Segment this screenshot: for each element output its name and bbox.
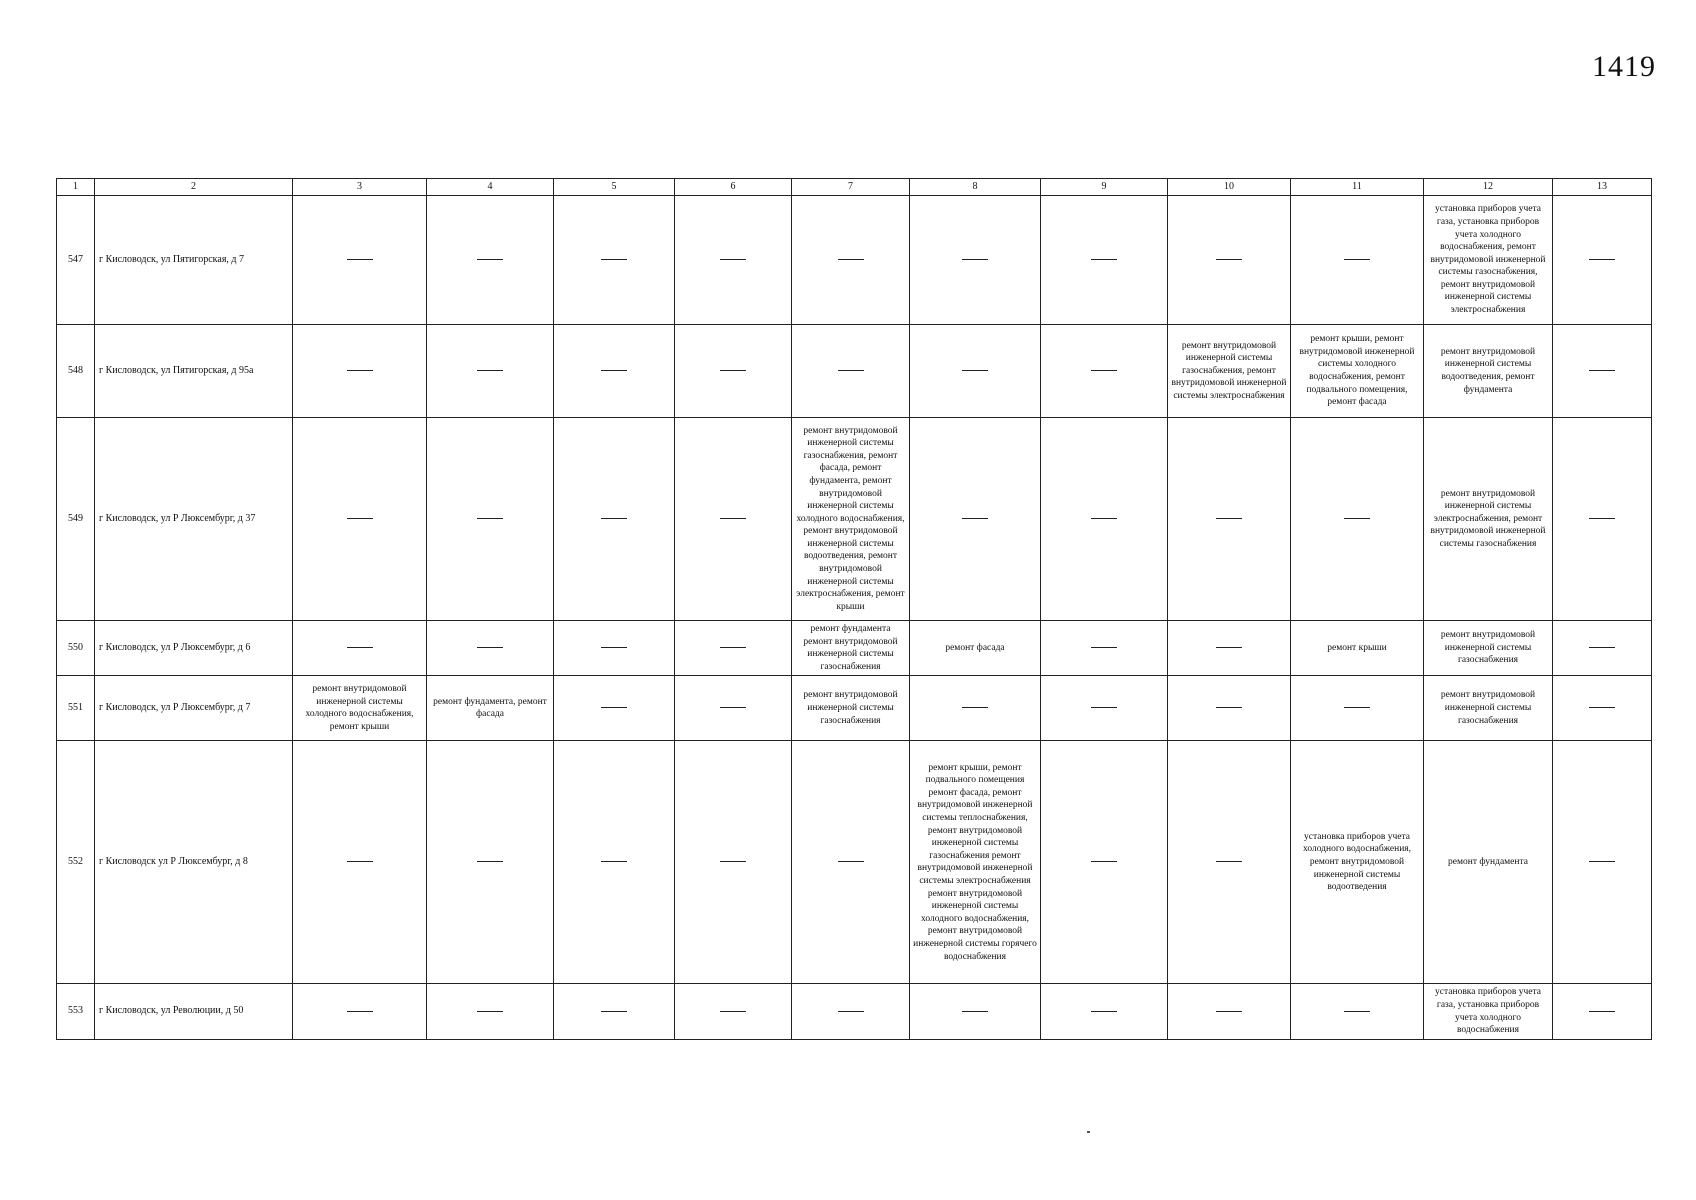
empty-dash-cell <box>293 196 427 325</box>
dash-mark <box>838 370 864 371</box>
empty-dash-cell <box>1553 741 1652 984</box>
empty-dash-cell <box>910 984 1041 1039</box>
dash-mark <box>477 861 503 862</box>
dash-mark <box>1216 1011 1242 1012</box>
dash-mark <box>962 707 988 708</box>
address-cell: г Кисловодск, ул Пятигорская, д 7 <box>95 196 293 325</box>
dash-mark <box>720 1011 746 1012</box>
empty-dash-cell <box>293 325 427 418</box>
table-row <box>57 984 1652 1039</box>
empty-dash-cell <box>427 418 554 621</box>
dash-mark <box>601 1011 627 1012</box>
dash-mark <box>347 259 373 260</box>
dash-mark <box>720 707 746 708</box>
address-cell: г Кисловодск, ул Р Люксембург, д 37 <box>95 418 293 621</box>
dash-mark <box>1589 518 1615 519</box>
dash-mark <box>1216 861 1242 862</box>
empty-dash-cell <box>427 196 554 325</box>
empty-dash-cell <box>293 621 427 676</box>
column-number: 12 <box>1424 179 1553 196</box>
work-type-cell: ремонт внутридомовой инженерной системы водоотведения, ремонт фундамента <box>1424 325 1553 418</box>
empty-dash-cell <box>910 325 1041 418</box>
work-type-cell: ремонт внутридомовой инженерной системы газоснабжения, ремонт фасада, ремонт фундамента, ремонт внутридомовой инженерной системы холодного водоснабжения, ремонт внутридомовой инженерной системы водоотведения, ремонт внутридомовой инженерной системы электроснабжения, ремонт крыши <box>792 418 910 621</box>
work-type-cell: установка приборов учета газа, установка приборов учета холодного водоснабжения <box>1424 984 1553 1039</box>
empty-dash-cell <box>675 325 792 418</box>
row-number: 551 <box>57 676 95 741</box>
empty-dash-cell <box>1291 196 1424 325</box>
table-row <box>57 676 1652 741</box>
scan-speck <box>1087 1131 1090 1133</box>
empty-dash-cell <box>675 741 792 984</box>
empty-dash-cell <box>910 418 1041 621</box>
column-number: 2 <box>95 179 293 196</box>
empty-dash-cell <box>1041 196 1168 325</box>
row-number: 547 <box>57 196 95 325</box>
empty-dash-cell <box>1553 325 1652 418</box>
address-cell: г Кисловодск, ул Революции, д 50 <box>95 984 293 1039</box>
dash-mark <box>601 518 627 519</box>
empty-dash-cell <box>1041 325 1168 418</box>
empty-dash-cell <box>1291 676 1424 741</box>
work-type-cell: ремонт фасада <box>910 621 1041 676</box>
dash-mark <box>1589 370 1615 371</box>
empty-dash-cell <box>554 196 675 325</box>
work-type-cell: ремонт крыши, ремонт внутридомовой инженерной системы холодного водоснабжения, ремонт подвального помещения, ремонт фасада <box>1291 325 1424 418</box>
dash-mark <box>347 861 373 862</box>
table-row <box>57 621 1652 676</box>
empty-dash-cell <box>910 676 1041 741</box>
dash-mark <box>477 259 503 260</box>
table-row <box>57 418 1652 621</box>
dash-mark <box>1091 518 1117 519</box>
dash-mark <box>838 1011 864 1012</box>
column-number: 13 <box>1553 179 1652 196</box>
work-type-cell: ремонт внутридомовой инженерной системы газоснабжения <box>1424 621 1553 676</box>
dash-mark <box>962 1011 988 1012</box>
empty-dash-cell <box>1168 741 1291 984</box>
dash-mark <box>962 259 988 260</box>
dash-mark <box>962 518 988 519</box>
dash-mark <box>477 370 503 371</box>
dash-mark <box>1589 707 1615 708</box>
empty-dash-cell <box>427 984 554 1039</box>
empty-dash-cell <box>554 984 675 1039</box>
table-row <box>57 325 1652 418</box>
empty-dash-cell <box>554 741 675 984</box>
dash-mark <box>347 1011 373 1012</box>
empty-dash-cell <box>1168 984 1291 1039</box>
work-type-cell: ремонт фундамента <box>1424 741 1553 984</box>
dash-mark <box>601 370 627 371</box>
empty-dash-cell <box>1041 984 1168 1039</box>
column-number: 6 <box>675 179 792 196</box>
empty-dash-cell <box>675 621 792 676</box>
column-number: 3 <box>293 179 427 196</box>
dash-mark <box>1216 647 1242 648</box>
dash-mark <box>1589 259 1615 260</box>
dash-mark <box>720 370 746 371</box>
table-row <box>57 196 1652 325</box>
column-number: 4 <box>427 179 554 196</box>
dash-mark <box>1091 259 1117 260</box>
dash-mark <box>720 518 746 519</box>
dash-mark <box>1216 518 1242 519</box>
empty-dash-cell <box>792 196 910 325</box>
empty-dash-cell <box>1041 418 1168 621</box>
dash-mark <box>1091 1011 1117 1012</box>
empty-dash-cell <box>1168 676 1291 741</box>
dash-mark <box>347 647 373 648</box>
column-number-row <box>57 179 1652 196</box>
empty-dash-cell <box>675 196 792 325</box>
table-body <box>57 196 1652 1040</box>
empty-dash-cell <box>293 984 427 1039</box>
dash-mark <box>601 861 627 862</box>
column-number: 1 <box>57 179 95 196</box>
dash-mark <box>601 707 627 708</box>
empty-dash-cell <box>1553 984 1652 1039</box>
dash-mark <box>1589 1011 1615 1012</box>
work-type-cell: ремонт внутридомовой инженерной системы холодного водоснабжения, ремонт крыши <box>293 676 427 741</box>
column-number: 5 <box>554 179 675 196</box>
address-cell: г Кисловодск ул Р Люксембург, д 8 <box>95 741 293 984</box>
column-number: 9 <box>1041 179 1168 196</box>
empty-dash-cell <box>1291 418 1424 621</box>
dash-mark <box>962 370 988 371</box>
column-number: 10 <box>1168 179 1291 196</box>
row-number: 549 <box>57 418 95 621</box>
dash-mark <box>720 259 746 260</box>
dash-mark <box>720 861 746 862</box>
page-number: 1419 <box>1592 50 1656 83</box>
work-type-cell: ремонт внутридомовой инженерной системы электроснабжения, ремонт внутридомовой инженерной системы газоснабжения <box>1424 418 1553 621</box>
work-type-cell: ремонт крыши, ремонт подвального помещения ремонт фасада, ремонт внутридомовой инженерной системы теплоснабжения, ремонт внутридомовой инженерной системы газоснабжения ремонт внутридомовой инженерной системы электроснабжения ремонт внутридомовой инженерной системы холодного водоснабжения, ремонт внутридомовой инженерной системы горячего водоснабжения <box>910 741 1041 984</box>
repair-register-table <box>56 178 1652 1040</box>
dash-mark <box>1344 259 1370 260</box>
dash-mark <box>347 518 373 519</box>
work-type-cell: установка приборов учета газа, установка приборов учета холодного водоснабжения, ремонт внутридомовой инженерной системы газоснабжения, ремонт внутридомовой инженерной системы электроснабжения <box>1424 196 1553 325</box>
column-number: 7 <box>792 179 910 196</box>
address-cell: г Кисловодск, ул Пятигорская, д 95а <box>95 325 293 418</box>
empty-dash-cell <box>427 621 554 676</box>
dash-mark <box>838 259 864 260</box>
dash-mark <box>1216 707 1242 708</box>
empty-dash-cell <box>675 984 792 1039</box>
row-number: 548 <box>57 325 95 418</box>
work-type-cell: ремонт крыши <box>1291 621 1424 676</box>
empty-dash-cell <box>792 325 910 418</box>
empty-dash-cell <box>293 741 427 984</box>
empty-dash-cell <box>675 418 792 621</box>
empty-dash-cell <box>792 984 910 1039</box>
dash-mark <box>601 259 627 260</box>
dash-mark <box>1091 370 1117 371</box>
dash-mark <box>1091 861 1117 862</box>
empty-dash-cell <box>293 418 427 621</box>
empty-dash-cell <box>1553 418 1652 621</box>
dash-mark <box>1344 707 1370 708</box>
address-cell: г Кисловодск, ул Р Люксембург, д 7 <box>95 676 293 741</box>
row-number: 550 <box>57 621 95 676</box>
work-type-cell: ремонт фундамента ремонт внутридомовой инженерной системы газоснабжения <box>792 621 910 676</box>
dash-mark <box>1344 1011 1370 1012</box>
work-type-cell: ремонт внутридомовой инженерной системы газоснабжения, ремонт внутридомовой инженерной системы электроснабжения <box>1168 325 1291 418</box>
empty-dash-cell <box>554 676 675 741</box>
empty-dash-cell <box>792 741 910 984</box>
empty-dash-cell <box>1041 676 1168 741</box>
work-type-cell: ремонт фундамента, ремонт фасада <box>427 676 554 741</box>
work-type-cell: ремонт внутридомовой инженерной системы газоснабжения <box>792 676 910 741</box>
empty-dash-cell <box>1553 196 1652 325</box>
empty-dash-cell <box>1168 196 1291 325</box>
column-number: 11 <box>1291 179 1424 196</box>
column-number: 8 <box>910 179 1041 196</box>
empty-dash-cell <box>1291 984 1424 1039</box>
empty-dash-cell <box>910 196 1041 325</box>
dash-mark <box>601 647 627 648</box>
empty-dash-cell <box>427 741 554 984</box>
row-number: 552 <box>57 741 95 984</box>
row-number: 553 <box>57 984 95 1039</box>
table-row <box>57 741 1652 984</box>
dash-mark <box>838 861 864 862</box>
dash-mark <box>1344 518 1370 519</box>
dash-mark <box>1091 647 1117 648</box>
dash-mark <box>477 1011 503 1012</box>
dash-mark <box>477 518 503 519</box>
empty-dash-cell <box>1168 621 1291 676</box>
empty-dash-cell <box>427 325 554 418</box>
dash-mark <box>347 370 373 371</box>
dash-mark <box>1216 259 1242 260</box>
empty-dash-cell <box>554 325 675 418</box>
work-type-cell: установка приборов учета холодного водоснабжения, ремонт внутридомовой инженерной системы водоотведения <box>1291 741 1424 984</box>
empty-dash-cell <box>1553 621 1652 676</box>
dash-mark <box>1589 861 1615 862</box>
dash-mark <box>477 647 503 648</box>
work-type-cell: ремонт внутридомовой инженерной системы газоснабжения <box>1424 676 1553 741</box>
empty-dash-cell <box>554 418 675 621</box>
empty-dash-cell <box>1041 621 1168 676</box>
empty-dash-cell <box>1553 676 1652 741</box>
empty-dash-cell <box>554 621 675 676</box>
empty-dash-cell <box>675 676 792 741</box>
address-cell: г Кисловодск, ул Р Люксембург, д 6 <box>95 621 293 676</box>
dash-mark <box>720 647 746 648</box>
empty-dash-cell <box>1041 741 1168 984</box>
empty-dash-cell <box>1168 418 1291 621</box>
dash-mark <box>1091 707 1117 708</box>
dash-mark <box>1589 647 1615 648</box>
